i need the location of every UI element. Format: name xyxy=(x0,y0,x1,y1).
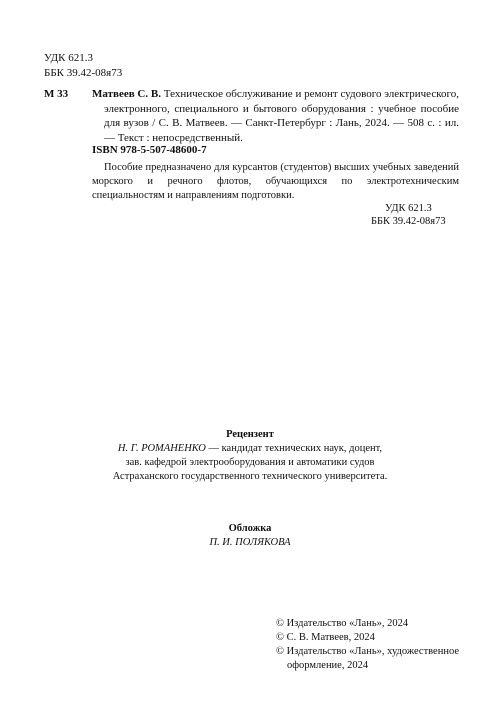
cover-heading: Обложка xyxy=(228,523,272,534)
author-mark: М 33 xyxy=(44,88,69,100)
reviewer-line-1 xyxy=(0,442,500,456)
reviewer-line-3: Астраханского государственного технического университета. xyxy=(112,471,388,482)
copyright-author: © С. В. Матвеев, 2024 xyxy=(276,632,375,643)
reviewer-line-2: зав. кафедрой электрооборудования и автоматики судов xyxy=(125,457,375,468)
copyright-design-line-2: оформление, 2024 xyxy=(287,660,369,671)
bibliographic-entry xyxy=(92,87,459,145)
isbn: ISBN 978-5-507-48600-7 xyxy=(92,144,207,156)
udk-code-right: УДК 621.3 xyxy=(385,203,432,214)
bbk-code: ББК 39.42-08я73 xyxy=(44,67,123,79)
bibliographic-description: Техническое обслуживание и ремонт судового электрического, электронного, специального и бытового оборудования : учебное пособие для вузов / С. В. Матвеев. — Санкт-Петербург : Лань, 2024. — 508 с. : ил. — Текст : непосредственный. xyxy=(104,88,459,144)
reviewer-name: Н. Г. РОМАНЕНКО xyxy=(117,443,206,454)
bbk-code-right: ББК 39.42-08я73 xyxy=(371,216,446,227)
reviewer-heading: Рецензент xyxy=(226,429,274,440)
udk-code: УДК 621.3 xyxy=(44,52,94,64)
annotation: Пособие предназначено для курсантов (студентов) высших учебных заведений морского и речного флотов, обучающихся по электротехническим специальностям и направлениям подготовки. xyxy=(92,162,459,201)
copyright-design-line-1: © Издательство «Лань», художественное xyxy=(276,646,459,657)
author-name: Матвеев С. В. xyxy=(92,88,161,100)
copyright-publisher: © Издательство «Лань», 2024 xyxy=(276,618,409,629)
cover-designer-name: П. И. ПОЛЯКОВА xyxy=(209,537,291,548)
reviewer-title: — кандидат технических наук, доцент, xyxy=(205,443,383,454)
